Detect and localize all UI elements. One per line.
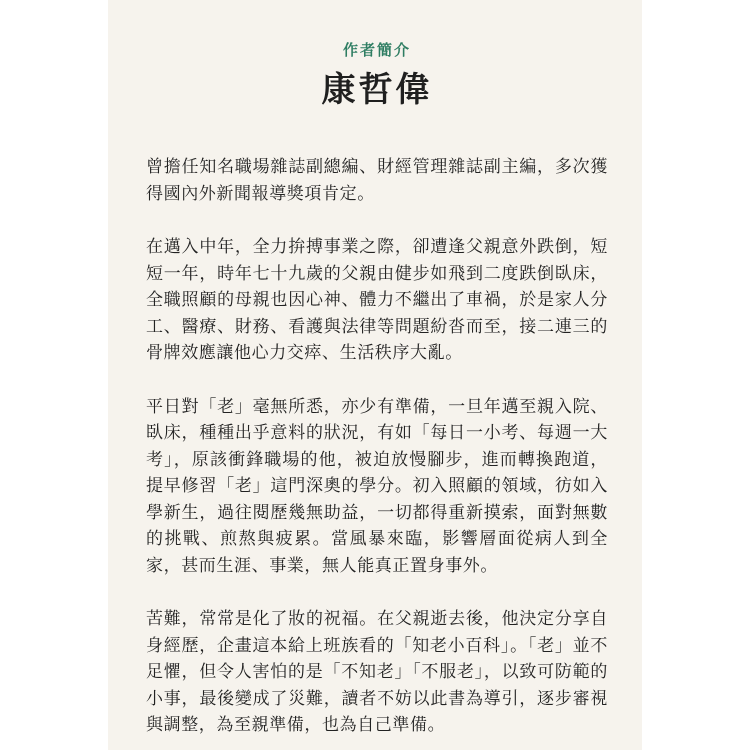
author-name: 康哲偉 — [321, 70, 433, 110]
section-subtitle: 作者簡介 — [342, 41, 411, 59]
bio-paragraph-1: 曾擔任知名職場雜誌副總編、財經管理雜誌副主編，多次獲得國內外新聞報導獎項肯定。 — [146, 157, 608, 204]
bio-paragraph-4: 苦難，常常是化了妝的祝福。在父親逝去後，他決定分享自身經歷，企畫這本給上班族看的「知老小百科」。「老」並不足懼，但令人害怕的是「不知老」「不服老」，以致可防範的小事，最後變成了災難，讀者不妨以此書為導引，逐步審視與調整，為至親準備，也為自己準備。 — [146, 609, 608, 735]
bio-paragraph-3: 平日對「老」毫無所悉，亦少有準備，一旦年邁至親入院、臥床，種種出乎意料的狀況，有如「每日一小考、每週一大考」，原該衝鋒職場的他，被迫放慢腳步，進而轉換跑道，提早修習「老」這門深奧的學分。初入照顧的領域，彷如入學新生，過往閱歷幾無助益，一切都得重新摸索，面對無數的挑戰、煎熬與疲累。當風暴來臨，影響層面從病人到全家，甚而生涯、事業，無人能真正置身事外。 — [146, 396, 608, 576]
author-bio-page — [108, 0, 642, 750]
bio-paragraph-2: 在邁入中年，全力拚搏事業之際，卻遭逢父親意外跌倒，短短一年，時年七十九歲的父親由健步如飛到二度跌倒臥床，全職照顧的母親也因心神、體力不繼出了車禍，於是家人分工、醫療、財務、看護與法律等問題紛沓而至，接二連三的骨牌效應讓他心力交瘁、生活秩序大亂。 — [146, 237, 608, 363]
bio-body — [146, 154, 608, 739]
